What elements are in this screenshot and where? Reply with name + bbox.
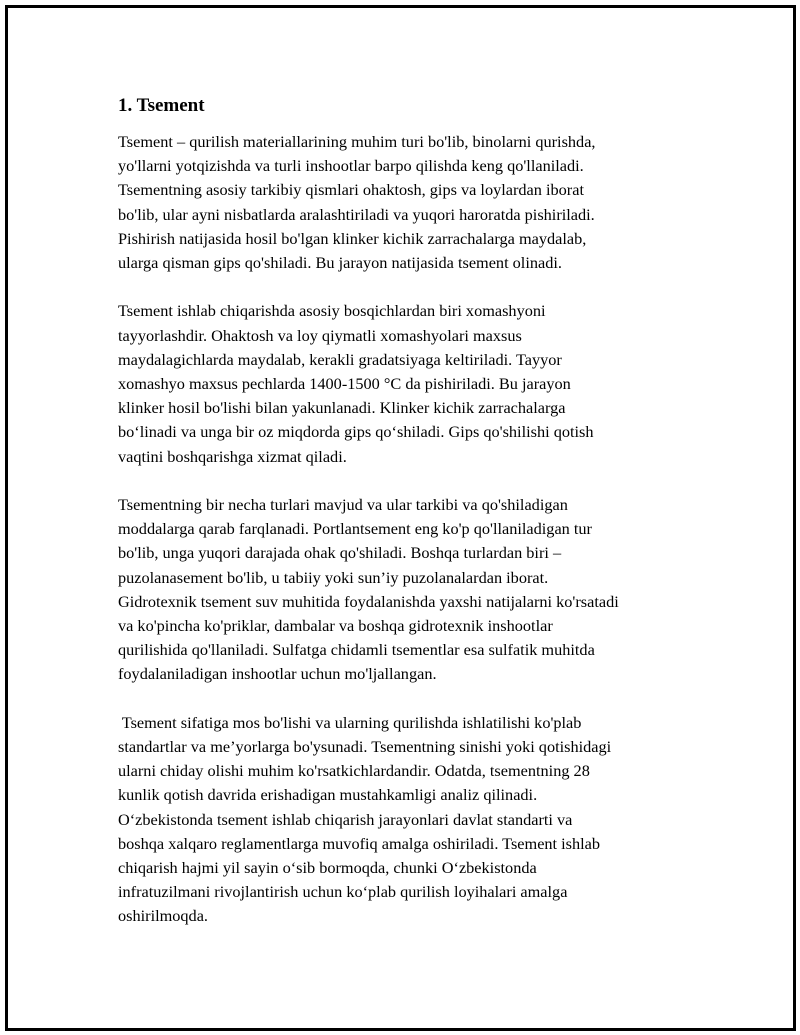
text-line: Pishirish natijasida hosil bo'lgan klinker kichik zarrachalarga maydalab,: [118, 228, 587, 248]
text-line: bo'lib, ular ayni nisbatlarda aralashtiriladi va yuqori haroratda pishiriladi.: [118, 204, 595, 224]
text-line: kunlik qotish davrida erishadigan mustahkamligi analiz qilinadi.: [118, 785, 538, 805]
text-line: Tsement ishlab chiqarishda asosiy bosqichlardan biri xomashyoni: [118, 301, 546, 321]
text-line: maydalagichlarda maydalab, kerakli gradatsiyaga keltiriladi. Tayyor: [118, 349, 562, 369]
text-line: bo‘linadi va unga bir oz miqdorda gips qo‘shiladi. Gips qo'shilishi qotish: [118, 422, 594, 442]
text-line: Tsementning asosiy tarkibiy qismlari ohaktosh, gips va loylardan iborat: [118, 180, 584, 200]
section-heading: 1. Tsement: [118, 95, 205, 116]
document-body: [118, 94, 698, 953]
text-line: oshirilmoqda.: [118, 906, 208, 926]
text-line: moddalarga qarab farqlanadi. Portlantsement eng ko'p qo'llaniladigan tur: [118, 519, 592, 539]
text-line: qurilishida qo'llaniladi. Sulfatga chidamli tsementlar esa sulfatik muhitda: [118, 640, 595, 660]
text-line: tayyorlashdir. Ohaktosh va loy qiymatli xomashyolari maxsus: [118, 325, 522, 345]
text-line: boshqa xalqaro reglamentlarga muvofiq amalga oshiriladi. Tsement ishlab: [118, 833, 601, 853]
text-line: puzolanasement bo'lib, u tabiiy yoki sun’iy puzolanalardan iborat.: [118, 567, 549, 587]
text-line: chiqarish hajmi yil sayin o‘sib bormoqda, chunki O‘zbekistonda: [118, 858, 537, 878]
text-line: vaqtini boshqarishga xizmat qiladi.: [118, 446, 347, 466]
text-line: bo'lib, unga yuqori darajada ohak qo'shiladi. Boshqa turlardan biri –: [118, 543, 562, 563]
text-line: O‘zbekistonda tsement ishlab chiqarish jarayonlari davlat standarti va: [118, 809, 573, 829]
text-line: Tsement sifatiga mos bo'lishi va ularning qurilishda ishlatilishi ko'plab: [118, 712, 582, 732]
text-line: Tsement – qurilish materiallarining muhim turi bo'lib, binolarni qurishda,: [118, 132, 596, 151]
text-line: Tsementning bir necha turlari mavjud va ular tarkibi va qo'shiladigan: [118, 495, 568, 515]
paragraph-types: [118, 493, 698, 687]
text-line: Gidrotexnik tsement suv muhitida foydalanishda yaxshi natijalarni ko'rsatadi: [118, 591, 619, 611]
text-line: klinker hosil bo'lishi bilan yakunlanadi. Klinker kichik zarrachalarga: [118, 398, 566, 418]
text-line: standartlar va me’yorlarga bo'ysunadi. Tsementning sinishi yoki qotishidagi: [118, 737, 612, 757]
text-line: va ko'pincha ko'priklar, dambalar va boshqa gidrotexnik inshootlar: [118, 616, 553, 636]
paragraph-standards: [118, 711, 698, 929]
paragraph-production: [118, 299, 698, 468]
text-line: xomashyo maxsus pechlarda 1400-1500 °C da pishiriladi. Bu jarayon: [118, 374, 571, 394]
text-line: yo'llarni yotqizishda va turli inshootlar barpo qilishda keng qo'llaniladi.: [118, 156, 584, 176]
text-line: ularni chiday olishi muhim ko'rsatkichlardandir. Odatda, tsementning 28: [118, 761, 590, 781]
paragraph-intro: [118, 130, 698, 275]
text-line: infratuzilmani rivojlantirish uchun ko‘plab qurilish loyihalari amalga: [118, 882, 568, 902]
text-line: foydalaniladigan inshootlar uchun mo'ljallangan.: [118, 664, 437, 684]
text-line: ularga qisman gips qo'shiladi. Bu jarayon natijasida tsement olinadi.: [118, 253, 562, 273]
